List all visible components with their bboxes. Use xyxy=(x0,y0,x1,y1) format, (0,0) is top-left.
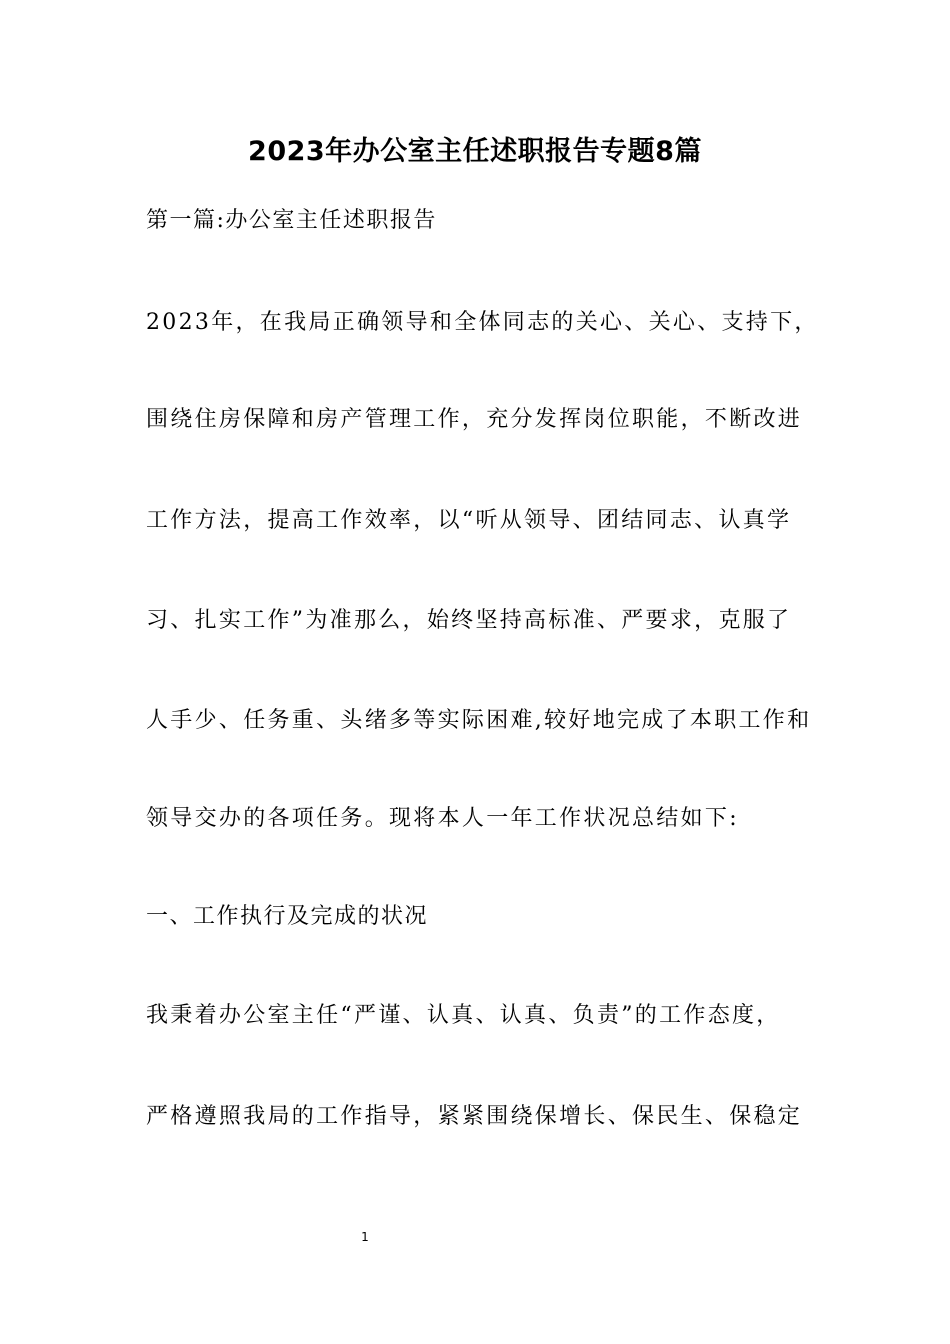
body-line: 围绕住房保障和房产管理工作，充分发挥岗位职能，不断改进 xyxy=(146,407,803,432)
body-line: 2023年，在我局正确领导和全体同志的关心、关心、支持下， xyxy=(146,310,819,335)
subsection-heading: 一、工作执行及完成的状况 xyxy=(146,904,429,929)
body-line: 习、扎实工作”为准那么，始终坚持高标准、严要求，克服了 xyxy=(146,608,792,633)
body-line: 领导交办的各项任务。现将本人一年工作状况总结如下: xyxy=(146,806,739,831)
body-line: 我秉着办公室主任“严谨、认真、认真、负责”的工作态度， xyxy=(146,1003,781,1028)
body-line: 严格遵照我局的工作指导，紧紧围绕保增长、保民生、保稳定 xyxy=(146,1104,803,1129)
body-line: 人手少、任务重、头绪多等实际困难,较好地完成了本职工作和 xyxy=(146,708,812,733)
document-title: 2023年办公室主任述职报告专题8篇 xyxy=(248,136,702,167)
section-heading: 第一篇:办公室主任述职报告 xyxy=(146,208,437,233)
body-line: 工作方法，提高工作效率，以“听从领导、团结同志、认真学 xyxy=(146,508,792,533)
page-number: 1 xyxy=(361,1230,369,1244)
